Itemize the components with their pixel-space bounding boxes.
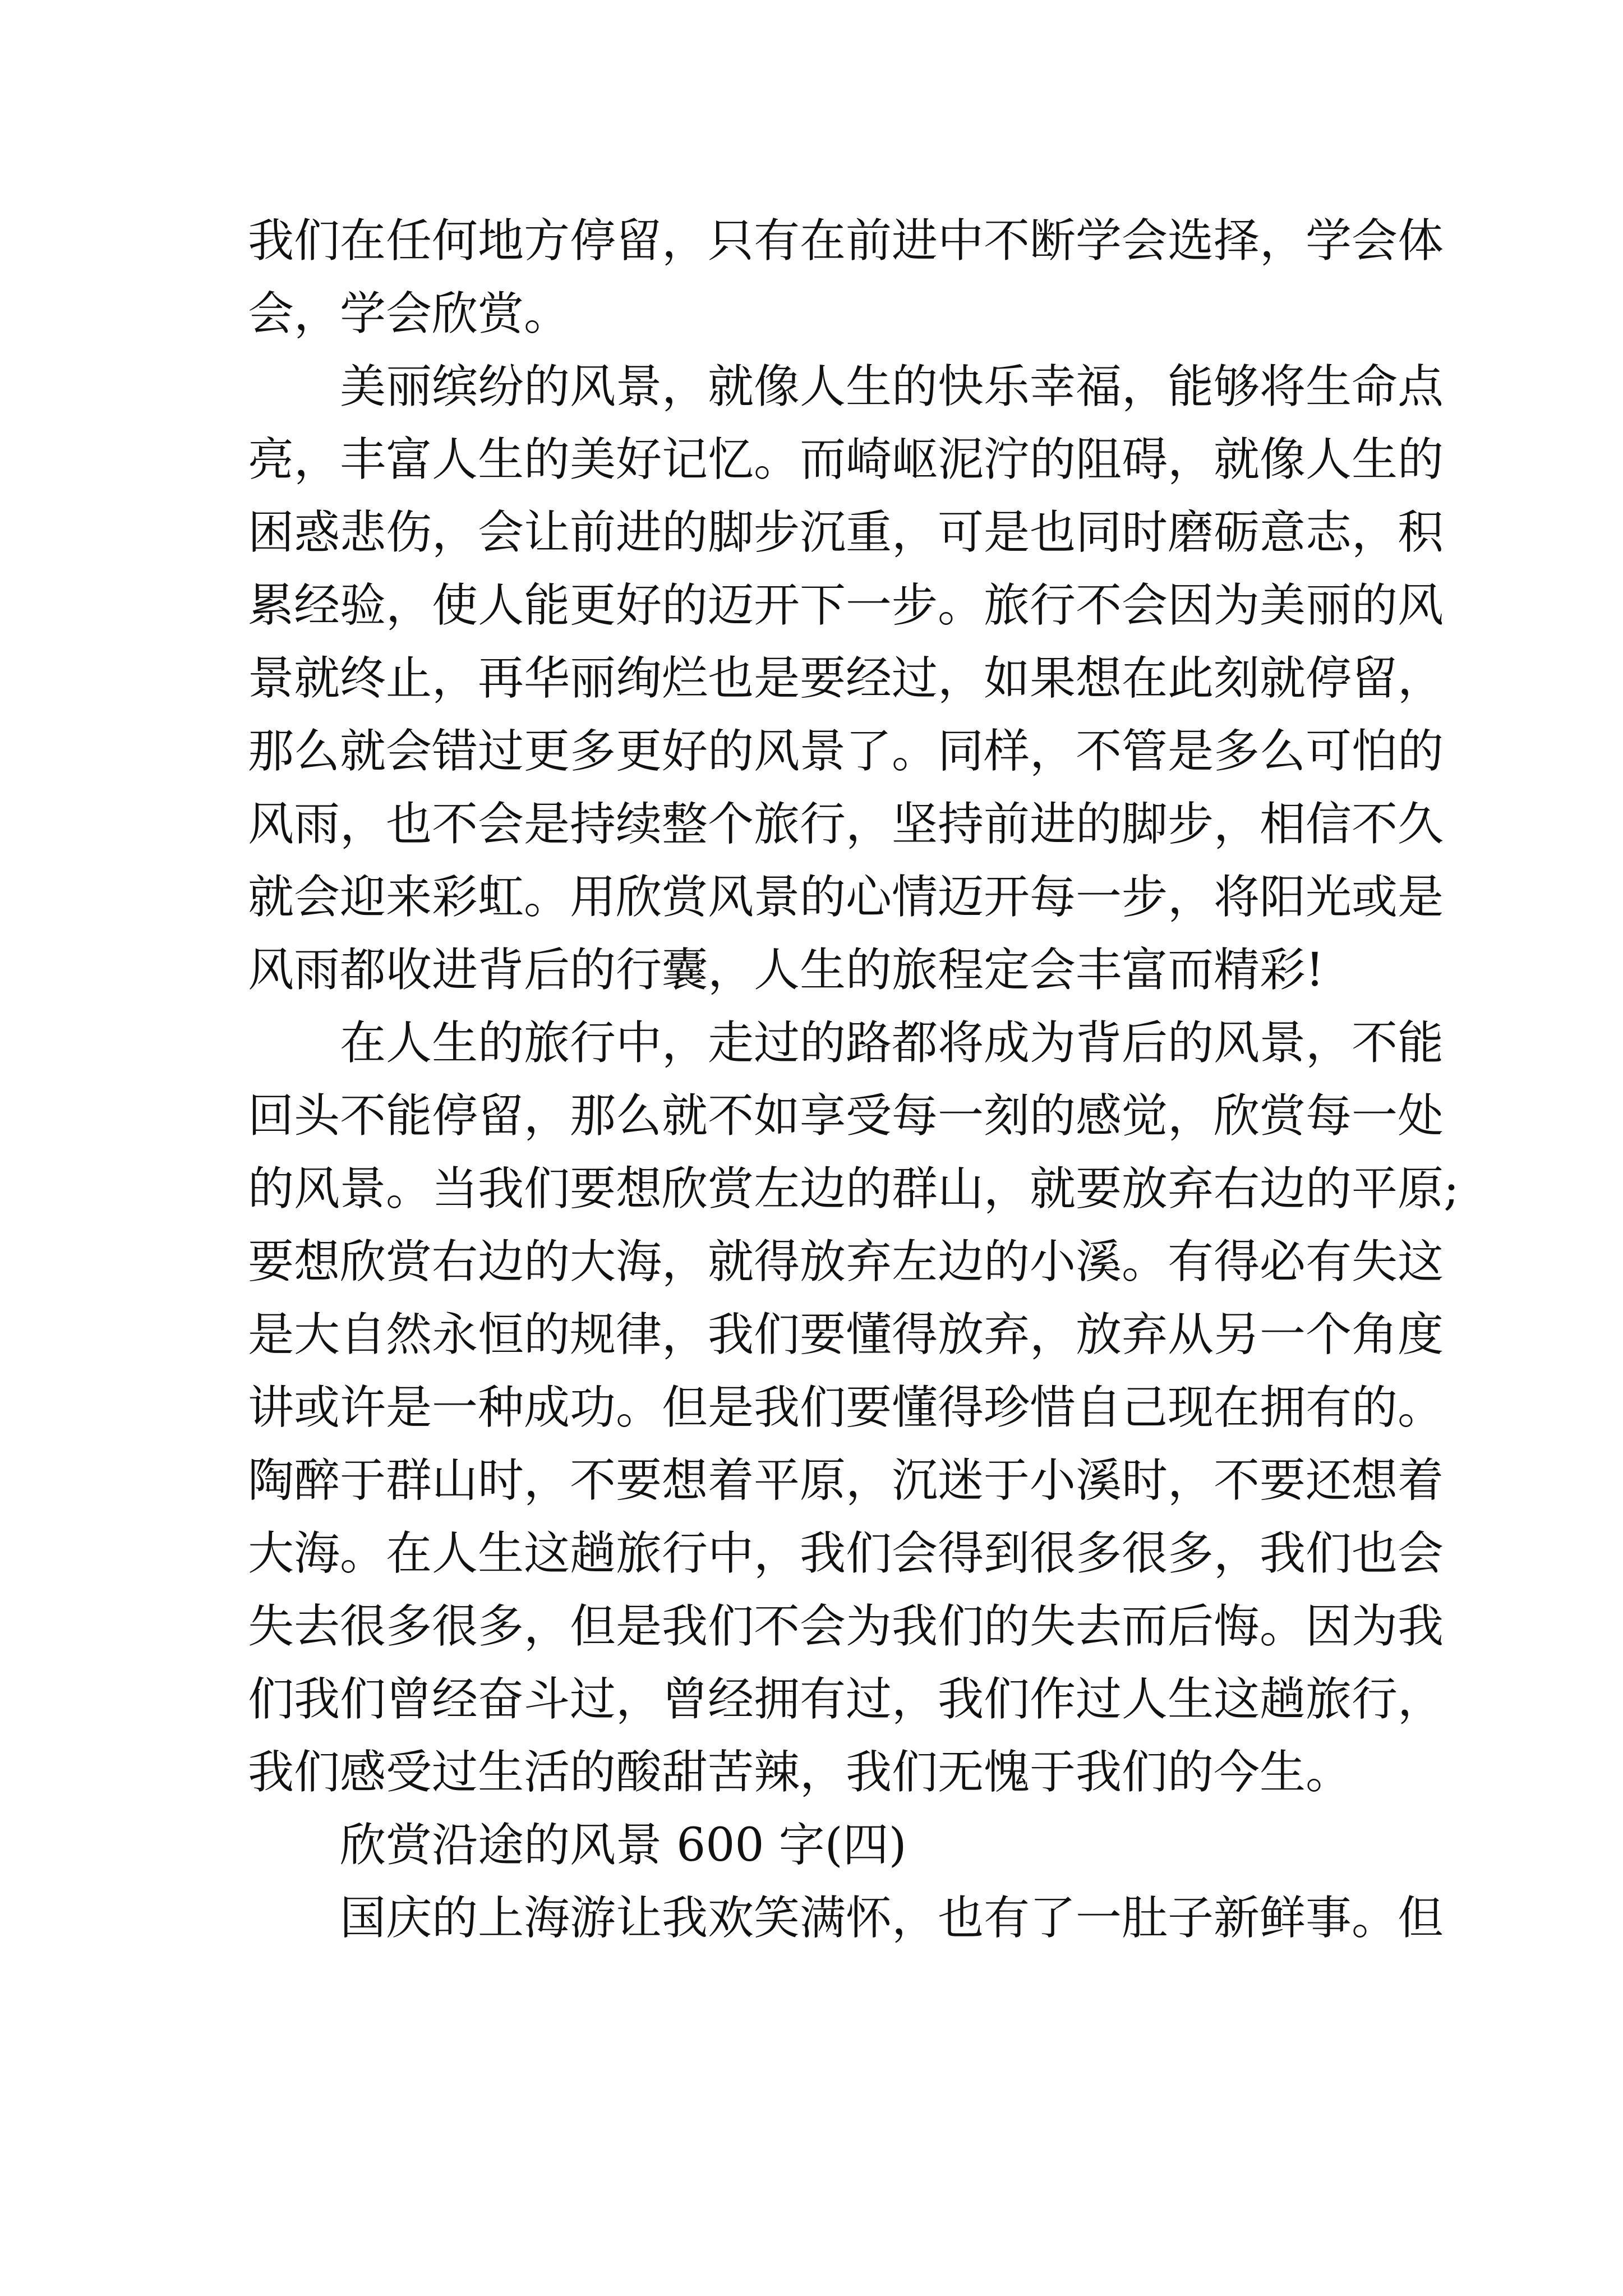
- text-line: 那么就会错过更多更好的风景了。同样，不管是多么可怕的: [248, 725, 1444, 778]
- text-line: 亮，丰富人生的美好记忆。而崎岖泥泞的阻碍，就像人生的: [248, 433, 1444, 486]
- text-line: 会，学会欣赏。: [248, 287, 570, 341]
- text-line: 陶醉于群山时，不要想着平原，沉迷于小溪时，不要还想着: [248, 1454, 1444, 1507]
- text-line: 美丽缤纷的风景，就像人生的快乐幸福，能够将生命点: [340, 360, 1444, 413]
- text-line: 欣赏沿途的风景 600 字(四): [340, 1819, 907, 1872]
- text-line: 困惑悲伤，会让前进的脚步沉重，可是也同时磨砺意志，积: [248, 506, 1444, 559]
- text-line: 们我们曾经奋斗过，曾经拥有过，我们作过人生这趟旅行，: [248, 1673, 1444, 1726]
- text-line: 风雨都收进背后的行囊，人生的旅程定会丰富而精彩!: [248, 944, 1324, 997]
- text-line: 景就终止，再华丽绚烂也是要经过，如果想在此刻就停留，: [248, 652, 1444, 705]
- text-line: 国庆的上海游让我欢笑满怀，也有了一肚子新鲜事。但: [340, 1892, 1444, 1945]
- text-line: 我们感受过生活的酸甜苦辣，我们无愧于我们的今生。: [248, 1746, 1352, 1799]
- text-line: 的风景。当我们要想欣赏左边的群山，就要放弃右边的平原;: [248, 1162, 1459, 1216]
- text-line: 我们在任何地方停留，只有在前进中不断学会选择，学会体: [248, 214, 1444, 268]
- text-line: 大海。在人生这趟旅行中，我们会得到很多很多，我们也会: [248, 1527, 1444, 1580]
- text-line: 要想欣赏右边的大海，就得放弃左边的小溪。有得必有失这: [248, 1235, 1444, 1289]
- text-line: 是大自然永恒的规律，我们要懂得放弃，放弃从另一个角度: [248, 1308, 1444, 1361]
- text-line: 就会迎来彩虹。用欣赏风景的心情迈开每一步，将阳光或是: [248, 871, 1444, 924]
- text-line: 回头不能停留，那么就不如享受每一刻的感觉，欣赏每一处: [248, 1089, 1444, 1143]
- document-body: [248, 205, 1459, 1955]
- text-line: 累经验，使人能更好的迈开下一步。旅行不会因为美丽的风: [248, 579, 1444, 632]
- text-line: 在人生的旅行中，走过的路都将成为背后的风景，不能: [340, 1016, 1444, 1070]
- text-line: 失去很多很多，但是我们不会为我们的失去而后悔。因为我: [248, 1600, 1444, 1653]
- text-line: 讲或许是一种成功。但是我们要懂得珍惜自己现在拥有的。: [248, 1381, 1444, 1434]
- text-line: 风雨，也不会是持续整个旅行，坚持前进的脚步，相信不久: [248, 798, 1444, 851]
